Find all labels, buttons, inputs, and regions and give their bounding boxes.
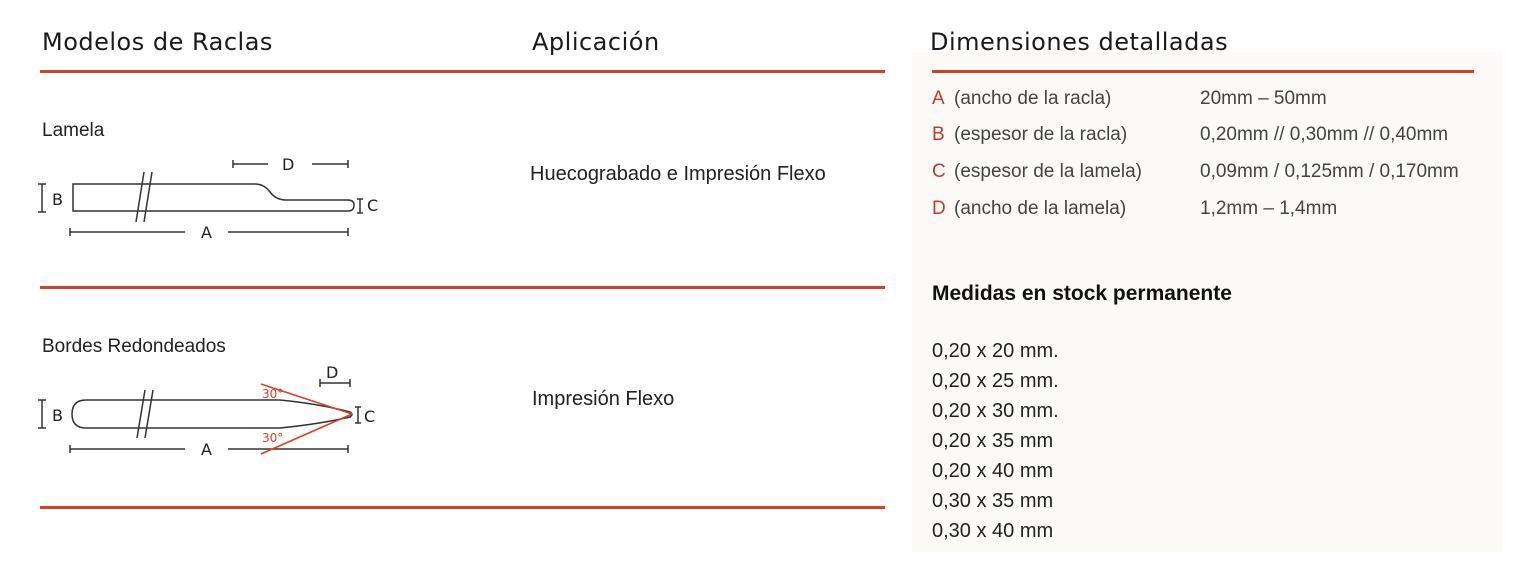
model-name-bordes-redondeados: Bordes Redondeados bbox=[42, 336, 226, 357]
bordes-label-d: D bbox=[326, 363, 339, 382]
stock-item: 0,30 x 40 mm bbox=[932, 520, 1054, 542]
bordes-redondeados-diagram bbox=[30, 360, 400, 465]
bordes-angle-bottom: 30° bbox=[262, 431, 284, 445]
dimension-row-c bbox=[932, 161, 1459, 183]
header-models: Modelos de Raclas bbox=[42, 28, 273, 56]
dimension-key: B bbox=[932, 124, 945, 145]
header-application: Aplicación bbox=[532, 28, 660, 56]
lamela-label-c: C bbox=[367, 196, 379, 215]
stock-item: 0,30 x 35 mm bbox=[932, 490, 1054, 512]
dimension-row-a bbox=[932, 88, 1327, 110]
bordes-label-c: C bbox=[364, 407, 376, 426]
lamela-label-a: A bbox=[201, 223, 212, 242]
stock-item: 0,20 x 35 mm bbox=[932, 430, 1054, 452]
lamela-label-b: B bbox=[52, 190, 63, 209]
dimension-desc: (ancho de la racla) bbox=[954, 88, 1112, 109]
dimension-value: 0,20mm // 0,30mm // 0,40mm bbox=[1200, 124, 1449, 145]
stock-item: 0,20 x 20 mm. bbox=[932, 340, 1059, 362]
bottom-divider bbox=[40, 506, 885, 509]
bordes-label-b: B bbox=[52, 406, 63, 425]
dimension-row-d bbox=[932, 198, 1337, 220]
stock-title: Medidas en stock permanente bbox=[932, 282, 1232, 305]
lamela-label-d: D bbox=[282, 155, 295, 174]
stock-item: 0,20 x 40 mm bbox=[932, 460, 1054, 482]
row-divider bbox=[40, 286, 885, 289]
dimension-desc: (ancho de la lamela) bbox=[954, 198, 1127, 219]
dimension-value: 1,2mm – 1,4mm bbox=[1200, 198, 1338, 219]
header-dimensions: Dimensiones detalladas bbox=[930, 28, 1229, 56]
stock-item: 0,20 x 30 mm. bbox=[932, 400, 1059, 422]
dimension-key: D bbox=[932, 198, 946, 219]
dimension-row-b bbox=[932, 124, 1448, 146]
bordes-label-a: A bbox=[201, 440, 212, 459]
header-divider-left bbox=[40, 70, 885, 73]
dimension-value: 20mm – 50mm bbox=[1200, 88, 1327, 109]
dimension-key: A bbox=[932, 88, 945, 109]
lamela-diagram bbox=[30, 150, 400, 245]
application-bordes-redondeados: Impresión Flexo bbox=[532, 388, 675, 410]
header-divider-right bbox=[932, 70, 1474, 73]
application-lamela: Huecograbado e Impresión Flexo bbox=[530, 163, 826, 185]
dimension-desc: (espesor de la racla) bbox=[954, 124, 1128, 145]
dimension-desc: (espesor de la lamela) bbox=[954, 161, 1142, 182]
model-name-lamela: Lamela bbox=[42, 120, 105, 141]
dimension-value: 0,09mm / 0,125mm / 0,170mm bbox=[1200, 161, 1459, 182]
bordes-angle-top: 30° bbox=[262, 387, 284, 401]
dimension-key: C bbox=[932, 161, 946, 182]
stock-item: 0,20 x 25 mm. bbox=[932, 370, 1059, 392]
